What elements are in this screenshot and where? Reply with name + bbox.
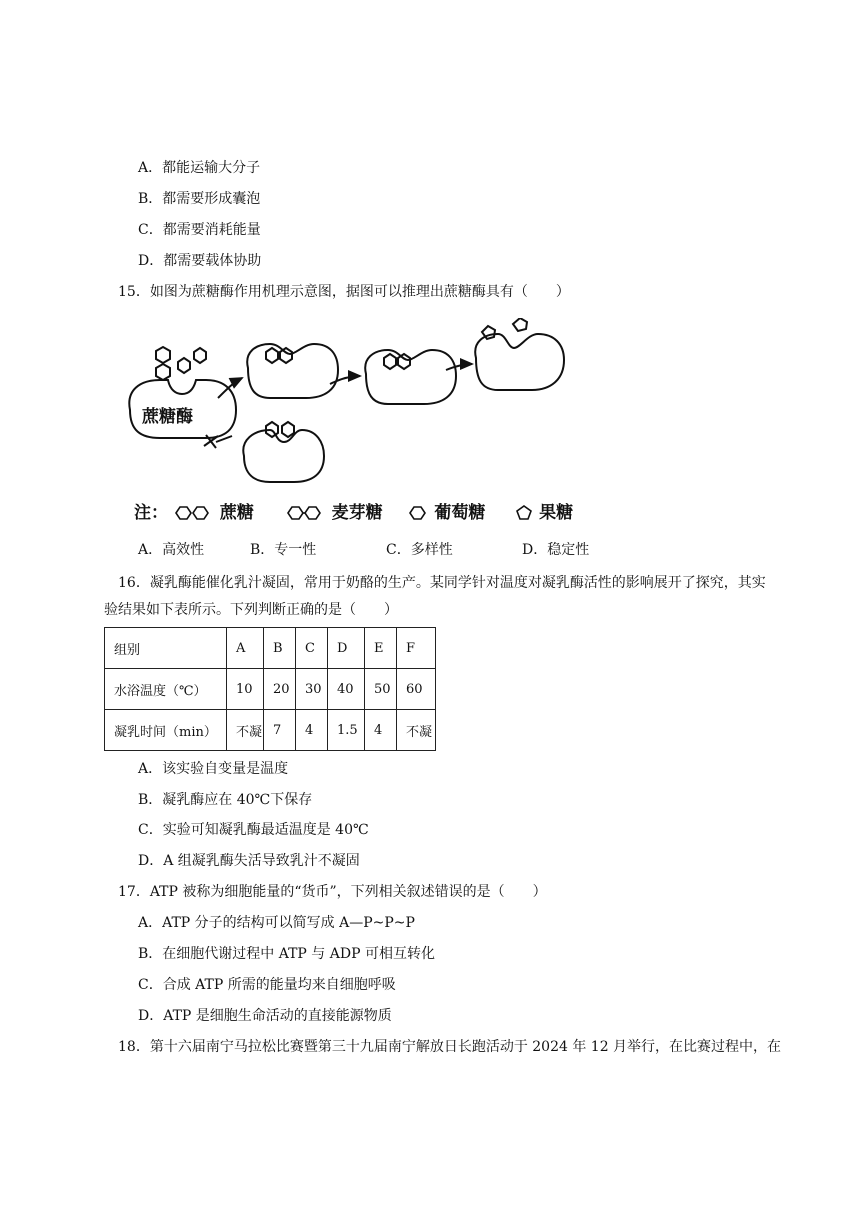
table-cell: F bbox=[397, 628, 436, 669]
q14-option-d: D．都需要载体协助 bbox=[138, 253, 262, 269]
q15-option-c: C．多样性 bbox=[386, 542, 453, 558]
table-cell: 50 bbox=[365, 669, 397, 710]
table-cell: 40 bbox=[328, 669, 365, 710]
table-cell: E bbox=[365, 628, 397, 669]
enzyme-label: 蔗糖酶 bbox=[142, 407, 193, 427]
sucrose-molecule bbox=[156, 347, 170, 380]
fructose-legend-icon bbox=[515, 505, 533, 521]
table-row bbox=[105, 628, 436, 669]
table-cell: 7 bbox=[264, 710, 296, 751]
diagram-legend bbox=[134, 498, 573, 523]
legend-maltose: 麦芽糖 bbox=[331, 503, 383, 523]
table-cell: 10 bbox=[227, 669, 264, 710]
q15-option-b: B．专一性 bbox=[250, 542, 317, 558]
q17-option-c: C．合成 ATP 所需的能量均来自细胞呼吸 bbox=[138, 977, 396, 993]
table-cell: B bbox=[264, 628, 296, 669]
table-cell: 4 bbox=[365, 710, 397, 751]
q16-data-table bbox=[104, 627, 436, 751]
maltose-legend-icon bbox=[286, 505, 326, 521]
table-cell: 组别 bbox=[105, 628, 227, 669]
q17-option-a: A．ATP 分子的结构可以简写成 A—P~P~P bbox=[138, 915, 415, 931]
table-cell: 4 bbox=[296, 710, 328, 751]
q15-stem: 15．如图为蔗糖酶作用机理示意图，据图可以推理出蔗糖酶具有（ ） bbox=[118, 284, 570, 300]
q17-option-b: B．在细胞代谢过程中 ATP 与 ADP 可相互转化 bbox=[138, 946, 435, 962]
legend-sucrose: 蔗糖 bbox=[219, 503, 254, 523]
sucrase-mechanism-diagram bbox=[120, 318, 580, 528]
legend-glucose: 葡萄糖 bbox=[434, 503, 486, 523]
q16-option-d: D．A 组凝乳酶失活导致乳汁不凝固 bbox=[138, 853, 360, 869]
table-cell: 20 bbox=[264, 669, 296, 710]
q14-option-a: A．都能运输大分子 bbox=[138, 160, 261, 176]
q15-option-a: A．高效性 bbox=[138, 542, 205, 558]
glucose-legend-icon bbox=[408, 505, 428, 521]
table-cell: 凝乳时间（min） bbox=[105, 710, 227, 751]
q14-option-b: B．都需要形成囊泡 bbox=[138, 191, 261, 207]
table-cell: 不凝 bbox=[397, 710, 436, 751]
q16-stem-line2: 验结果如下表所示。下列判断正确的是（ ） bbox=[104, 602, 398, 618]
q18-stem: 18．第十六届南宁马拉松比赛暨第三十九届南宁解放日长跑活动于 2024 年 12 月举行，在比赛过程中，在 bbox=[118, 1039, 782, 1055]
table-row bbox=[105, 710, 436, 751]
q16-option-a: A．该实验自变量是温度 bbox=[138, 761, 289, 777]
q17-option-d: D．ATP 是细胞生命活动的直接能源物质 bbox=[138, 1008, 392, 1024]
q16-stem-line1: 16．凝乳酶能催化乳汁凝固，常用于奶酪的生产。某同学针对温度对凝乳酶活性的影响展开了探究，其实 bbox=[118, 575, 766, 591]
table-cell: 不凝 bbox=[227, 710, 264, 751]
table-cell: 水浴温度（℃） bbox=[105, 669, 227, 710]
table-cell: 1.5 bbox=[328, 710, 365, 751]
q16-option-b: B．凝乳酶应在 40℃下保存 bbox=[138, 792, 313, 808]
q17-stem: 17．ATP 被称为细胞能量的“货币”，下列相关叙述错误的是（ ） bbox=[118, 884, 547, 900]
q14-option-c: C．都需要消耗能量 bbox=[138, 222, 261, 238]
table-cell: C bbox=[296, 628, 328, 669]
maltose-molecule bbox=[178, 348, 206, 373]
q16-option-c: C．实验可知凝乳酶最适温度是 40℃ bbox=[138, 822, 369, 838]
q15-option-d: D．稳定性 bbox=[522, 542, 590, 558]
legend-fructose: 果糖 bbox=[539, 503, 574, 523]
sucrose-legend-icon bbox=[174, 505, 214, 521]
table-cell: D bbox=[328, 628, 365, 669]
table-cell: 30 bbox=[296, 669, 328, 710]
table-cell: A bbox=[227, 628, 264, 669]
table-cell: 60 bbox=[397, 669, 436, 710]
legend-prefix: 注： bbox=[134, 503, 168, 523]
table-row bbox=[105, 669, 436, 710]
